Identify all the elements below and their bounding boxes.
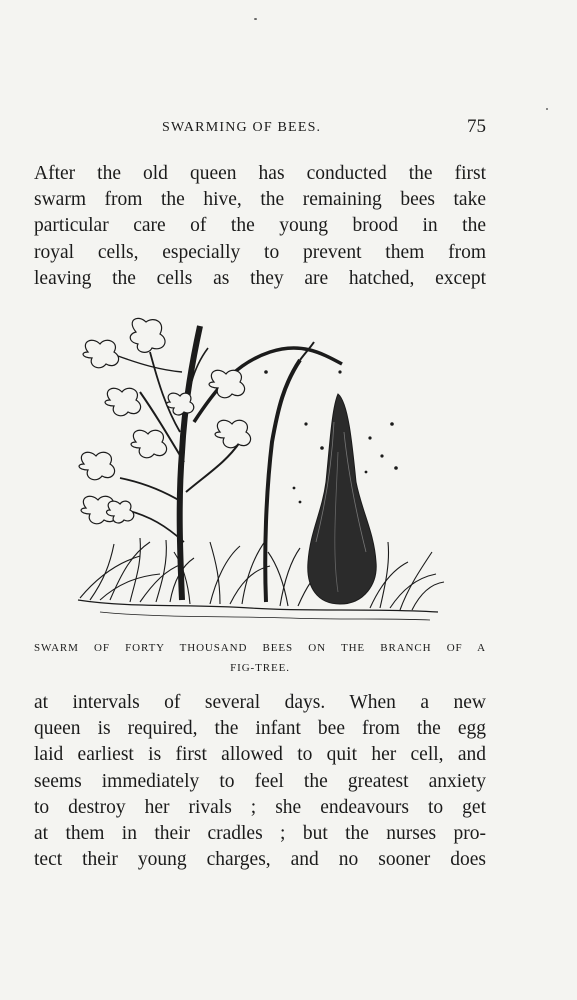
text-line: at intervals of several days. When a new bbox=[34, 692, 486, 713]
text-line: seems immediately to feel the greatest anxiety bbox=[34, 770, 486, 792]
text-line: at them in their cradles ; but the nurses pro- bbox=[34, 823, 486, 845]
text-line: tect their young charges, and no sooner does bbox=[34, 849, 486, 871]
text-line: laid earliest is first allowed to quit her cell, and bbox=[34, 744, 486, 766]
text-line: particular care of the young brood in the bbox=[34, 215, 486, 237]
bee-swarm bbox=[308, 394, 376, 604]
text-line: swarm from the hive, the remaining bees take bbox=[34, 189, 486, 211]
caption-line: SWARM OF FORTY THOUSAND BEES ON THE BRANCH OF A bbox=[34, 642, 486, 654]
grass-tufts bbox=[80, 538, 444, 610]
caption-line: FIG-TREE. bbox=[230, 662, 290, 674]
text-line: After the old queen has conducted the first bbox=[34, 163, 486, 184]
ground-line bbox=[78, 600, 438, 620]
paragraph-top bbox=[34, 161, 486, 292]
paragraph-bottom bbox=[34, 690, 486, 873]
text-line: queen is required, the infant bee from the egg bbox=[34, 718, 486, 740]
running-header bbox=[34, 116, 486, 140]
text-line: leaving the cells as they are hatched, except bbox=[34, 267, 486, 289]
running-title: SWARMING OF BEES. bbox=[162, 120, 322, 135]
figure-caption bbox=[34, 638, 486, 678]
fig-tree-illustration bbox=[70, 312, 450, 624]
paper-speck bbox=[546, 108, 548, 110]
prop-branch bbox=[265, 342, 314, 602]
paper-speck bbox=[254, 18, 257, 20]
page-number: 75 bbox=[467, 116, 486, 137]
text-line: royal cells, especially to prevent them from bbox=[34, 241, 486, 263]
text-line: to destroy her rivals ; she endeavours to get bbox=[34, 796, 486, 818]
